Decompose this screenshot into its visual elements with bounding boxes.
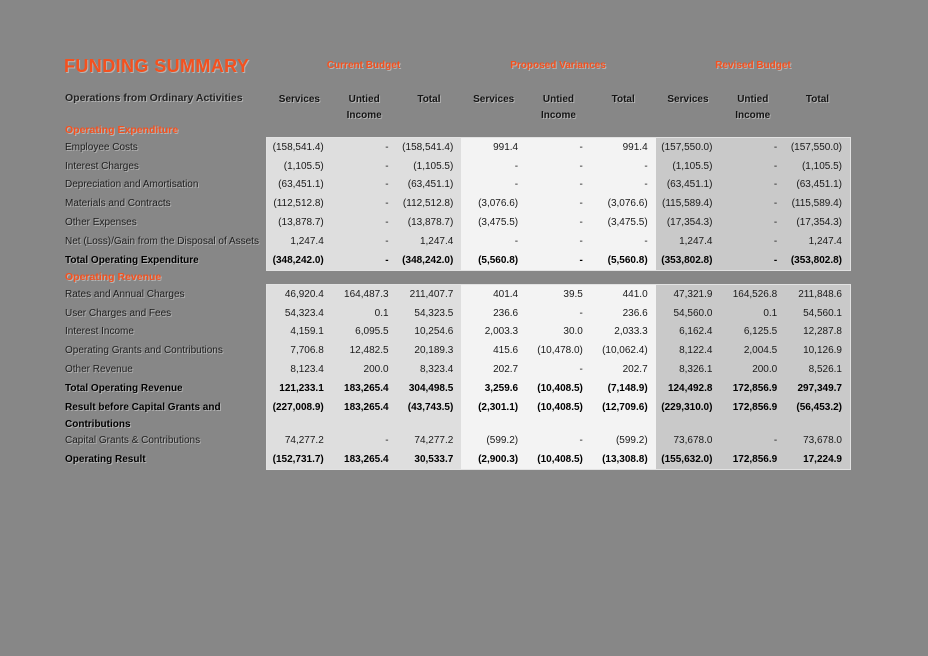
cell: (17,354.3)	[785, 213, 850, 232]
table-row	[267, 379, 850, 398]
cell: -	[332, 251, 397, 270]
cell: (10,408.5)	[526, 379, 591, 398]
cell	[720, 417, 785, 432]
cell: 54,323.4	[267, 304, 332, 323]
cell: 73,678.0	[656, 432, 721, 451]
cell: 54,323.5	[397, 304, 462, 323]
column-header-1-0: Services	[473, 94, 515, 105]
group-header-spacer	[65, 60, 267, 71]
row-label: Depreciation and Amortisation	[65, 179, 199, 191]
cell: 2,033.3	[591, 323, 656, 342]
cell: -	[526, 251, 591, 270]
cell: (599.2)	[461, 432, 526, 451]
cell: (2,900.3)	[461, 450, 526, 469]
row-label: Total Operating Revenue	[65, 382, 183, 394]
group-header-0: Current Budget	[326, 60, 401, 71]
cell: 6,125.5	[720, 323, 785, 342]
cell: 991.4	[591, 138, 656, 157]
cell: 8,123.4	[267, 360, 332, 379]
cell: 202.7	[461, 360, 526, 379]
cell: 10,126.9	[785, 341, 850, 360]
cell: -	[591, 157, 656, 176]
column-header-2-1: Untied Income	[735, 94, 771, 121]
section-heading: Operating Revenue	[65, 271, 162, 283]
row-label: Rates and Annual Charges	[65, 288, 185, 300]
cell: 3,259.6	[461, 379, 526, 398]
cell: (3,475.5)	[591, 213, 656, 232]
cell: (152,731.7)	[267, 450, 332, 469]
cell: 30,533.7	[397, 450, 462, 469]
cell: -	[526, 213, 591, 232]
cell: (7,148.9)	[591, 379, 656, 398]
cell: 183,265.4	[332, 450, 397, 469]
row-label: Operating Grants and Contributions	[65, 345, 223, 357]
row-label: Other Expenses	[65, 217, 137, 229]
cell: 12,482.5	[332, 341, 397, 360]
cell: (115,589.4)	[785, 194, 850, 213]
column-header-row	[65, 92, 850, 124]
table-row	[267, 360, 850, 379]
cell: 211,407.7	[397, 285, 462, 304]
cell: -	[720, 251, 785, 270]
cell: (3,076.6)	[591, 194, 656, 213]
page-title: FUNDING SUMMARY	[64, 56, 250, 76]
cell: 8,326.1	[656, 360, 721, 379]
section-1	[65, 271, 850, 469]
cell: -	[332, 157, 397, 176]
table-row	[267, 285, 850, 304]
cell: -	[591, 176, 656, 195]
cell: (63,451.1)	[785, 176, 850, 195]
cell: 74,277.2	[267, 432, 332, 451]
cell: 183,265.4	[332, 398, 397, 417]
cell	[526, 417, 591, 432]
cell: -	[526, 304, 591, 323]
cell: 200.0	[332, 360, 397, 379]
row-labels-column	[65, 285, 267, 469]
table-row	[267, 213, 850, 232]
cell: (63,451.1)	[267, 176, 332, 195]
cell	[656, 417, 721, 432]
cell: (10,478.0)	[526, 341, 591, 360]
cell: 30.0	[526, 323, 591, 342]
cell: 6,162.4	[656, 323, 721, 342]
cell: 124,492.8	[656, 379, 721, 398]
cell: -	[720, 232, 785, 251]
cell: 7,706.8	[267, 341, 332, 360]
cell: 1,247.4	[267, 232, 332, 251]
group-header-1: Proposed Variances	[510, 60, 606, 71]
cell: 441.0	[591, 285, 656, 304]
cell: -	[461, 232, 526, 251]
cell: (56,453.2)	[785, 398, 850, 417]
cell: (3,076.6)	[461, 194, 526, 213]
cell: -	[332, 194, 397, 213]
column-header-1-1: Untied Income	[540, 94, 576, 121]
cell: -	[720, 157, 785, 176]
report-subtitle: Operations from Ordinary Activities	[65, 92, 243, 104]
cell: -	[526, 194, 591, 213]
table-row	[267, 176, 850, 195]
table-row	[267, 398, 850, 417]
cell	[397, 417, 462, 432]
cell: (2,301.1)	[461, 398, 526, 417]
cell: 2,003.3	[461, 323, 526, 342]
cell: 74,277.2	[397, 432, 462, 451]
cell: 164,487.3	[332, 285, 397, 304]
cell: -	[591, 232, 656, 251]
table-row	[267, 450, 850, 469]
cell: (155,632.0)	[656, 450, 721, 469]
table-header	[65, 60, 850, 124]
table-row	[267, 194, 850, 213]
row-label: Materials and Contracts	[65, 198, 171, 210]
cell: (158,541.4)	[397, 138, 462, 157]
cell: 8,122.4	[656, 341, 721, 360]
cell: 39.5	[526, 285, 591, 304]
cell: (63,451.1)	[397, 176, 462, 195]
cell: -	[332, 232, 397, 251]
cell: -	[461, 157, 526, 176]
cell	[591, 417, 656, 432]
cell: 54,560.0	[656, 304, 721, 323]
cell: -	[720, 194, 785, 213]
cell: 172,856.9	[720, 398, 785, 417]
cell: 164,526.8	[720, 285, 785, 304]
table-row	[267, 341, 850, 360]
cell: 415.6	[461, 341, 526, 360]
cell: (43,743.5)	[397, 398, 462, 417]
cell: -	[526, 432, 591, 451]
row-label: Net (Loss)/Gain from the Disposal of Assets	[65, 235, 259, 247]
cell: (157,550.0)	[785, 138, 850, 157]
cell: 4,159.1	[267, 323, 332, 342]
cell: 47,321.9	[656, 285, 721, 304]
cell: (13,308.8)	[591, 450, 656, 469]
cell: 401.4	[461, 285, 526, 304]
group-header-row	[65, 60, 850, 71]
cell: 2,004.5	[720, 341, 785, 360]
group-header-2: Revised Budget	[715, 60, 791, 71]
cell: (158,541.4)	[267, 138, 332, 157]
cell: (10,408.5)	[526, 398, 591, 417]
cell: 8,526.1	[785, 360, 850, 379]
table-row	[267, 138, 850, 157]
cell: -	[526, 360, 591, 379]
cell: 6,095.5	[332, 323, 397, 342]
cell: (17,354.3)	[656, 213, 721, 232]
row-label: Contributions	[65, 418, 131, 430]
column-header-1-2: Total	[611, 94, 635, 105]
cell: -	[526, 138, 591, 157]
row-label: Result before Capital Grants and	[65, 401, 221, 413]
section-body	[65, 285, 850, 469]
cell: 8,323.4	[397, 360, 462, 379]
cell: (115,589.4)	[656, 194, 721, 213]
cell: 12,287.8	[785, 323, 850, 342]
section-body	[65, 138, 850, 270]
cell: 1,247.4	[656, 232, 721, 251]
values-panel	[267, 285, 850, 469]
cell: (5,560.8)	[591, 251, 656, 270]
cell: 73,678.0	[785, 432, 850, 451]
row-label: Interest Charges	[65, 160, 139, 172]
values-panel	[267, 138, 850, 270]
cell: (10,062.4)	[591, 341, 656, 360]
table-row	[267, 304, 850, 323]
cell: -	[720, 138, 785, 157]
cell: -	[526, 176, 591, 195]
row-label: Operating Result	[65, 454, 146, 466]
cell	[267, 417, 332, 432]
row-label: Capital Grants & Contributions	[65, 435, 201, 447]
cell: 1,247.4	[785, 232, 850, 251]
cell: 10,254.6	[397, 323, 462, 342]
cell: (112,512.8)	[397, 194, 462, 213]
cell: 20,189.3	[397, 341, 462, 360]
cell: (1,105.5)	[267, 157, 332, 176]
cell: (227,008.9)	[267, 398, 332, 417]
table-row	[267, 251, 850, 270]
cell: 0.1	[720, 304, 785, 323]
row-label: Total Operating Expenditure	[65, 254, 199, 266]
cell: 236.6	[591, 304, 656, 323]
cell: (112,512.8)	[267, 194, 332, 213]
cell: -	[526, 232, 591, 251]
cell: 304,498.5	[397, 379, 462, 398]
cell: (12,709.6)	[591, 398, 656, 417]
cell: (1,105.5)	[656, 157, 721, 176]
cell: -	[332, 176, 397, 195]
section-heading: Operating Expenditure	[65, 124, 179, 136]
row-label: Employee Costs	[65, 141, 138, 153]
cell: 200.0	[720, 360, 785, 379]
cell: (229,310.0)	[656, 398, 721, 417]
cell: 211,848.6	[785, 285, 850, 304]
row-label: User Charges and Fees	[65, 307, 172, 319]
cell: (13,878.7)	[397, 213, 462, 232]
column-header-0-1: Untied Income	[346, 94, 382, 121]
table-row	[267, 157, 850, 176]
cell: 54,560.1	[785, 304, 850, 323]
cell	[785, 417, 850, 432]
cell: -	[332, 213, 397, 232]
cell: 183,265.4	[332, 379, 397, 398]
column-header-0-0: Services	[278, 94, 320, 105]
cell: (63,451.1)	[656, 176, 721, 195]
cell: -	[526, 157, 591, 176]
column-header-2-2: Total	[805, 94, 830, 105]
cell: 202.7	[591, 360, 656, 379]
cell: 297,349.7	[785, 379, 850, 398]
cell: 236.6	[461, 304, 526, 323]
column-header-0-2: Total	[417, 94, 441, 105]
cell	[332, 417, 397, 432]
cell: (157,550.0)	[656, 138, 721, 157]
section-0	[65, 124, 850, 270]
row-label: Other Revenue	[65, 364, 133, 376]
cell: -	[332, 138, 397, 157]
cell: (348,242.0)	[397, 251, 462, 270]
row-label: Interest Income	[65, 326, 134, 338]
cell: (3,475.5)	[461, 213, 526, 232]
table-row	[267, 232, 850, 251]
cell: -	[720, 432, 785, 451]
cell	[461, 417, 526, 432]
cell: (348,242.0)	[267, 251, 332, 270]
cell: (5,560.8)	[461, 251, 526, 270]
cell: -	[461, 176, 526, 195]
cell: -	[720, 213, 785, 232]
cell: -	[720, 176, 785, 195]
cell: -	[332, 432, 397, 451]
column-header-2-0: Services	[667, 94, 709, 105]
table-row	[267, 432, 850, 451]
cell: 172,856.9	[720, 379, 785, 398]
cell: (599.2)	[591, 432, 656, 451]
row-labels-column	[65, 138, 267, 270]
cell: 172,856.9	[720, 450, 785, 469]
cell: (1,105.5)	[397, 157, 462, 176]
cell: 991.4	[461, 138, 526, 157]
cell: (1,105.5)	[785, 157, 850, 176]
cell: 1,247.4	[397, 232, 462, 251]
table-row	[267, 417, 850, 432]
table-row	[267, 323, 850, 342]
cell: (353,802.8)	[656, 251, 721, 270]
cell: 17,224.9	[785, 450, 850, 469]
cell: 121,233.1	[267, 379, 332, 398]
cell: (10,408.5)	[526, 450, 591, 469]
cell: (13,878.7)	[267, 213, 332, 232]
cell: 0.1	[332, 304, 397, 323]
cell: 46,920.4	[267, 285, 332, 304]
cell: (353,802.8)	[785, 251, 850, 270]
